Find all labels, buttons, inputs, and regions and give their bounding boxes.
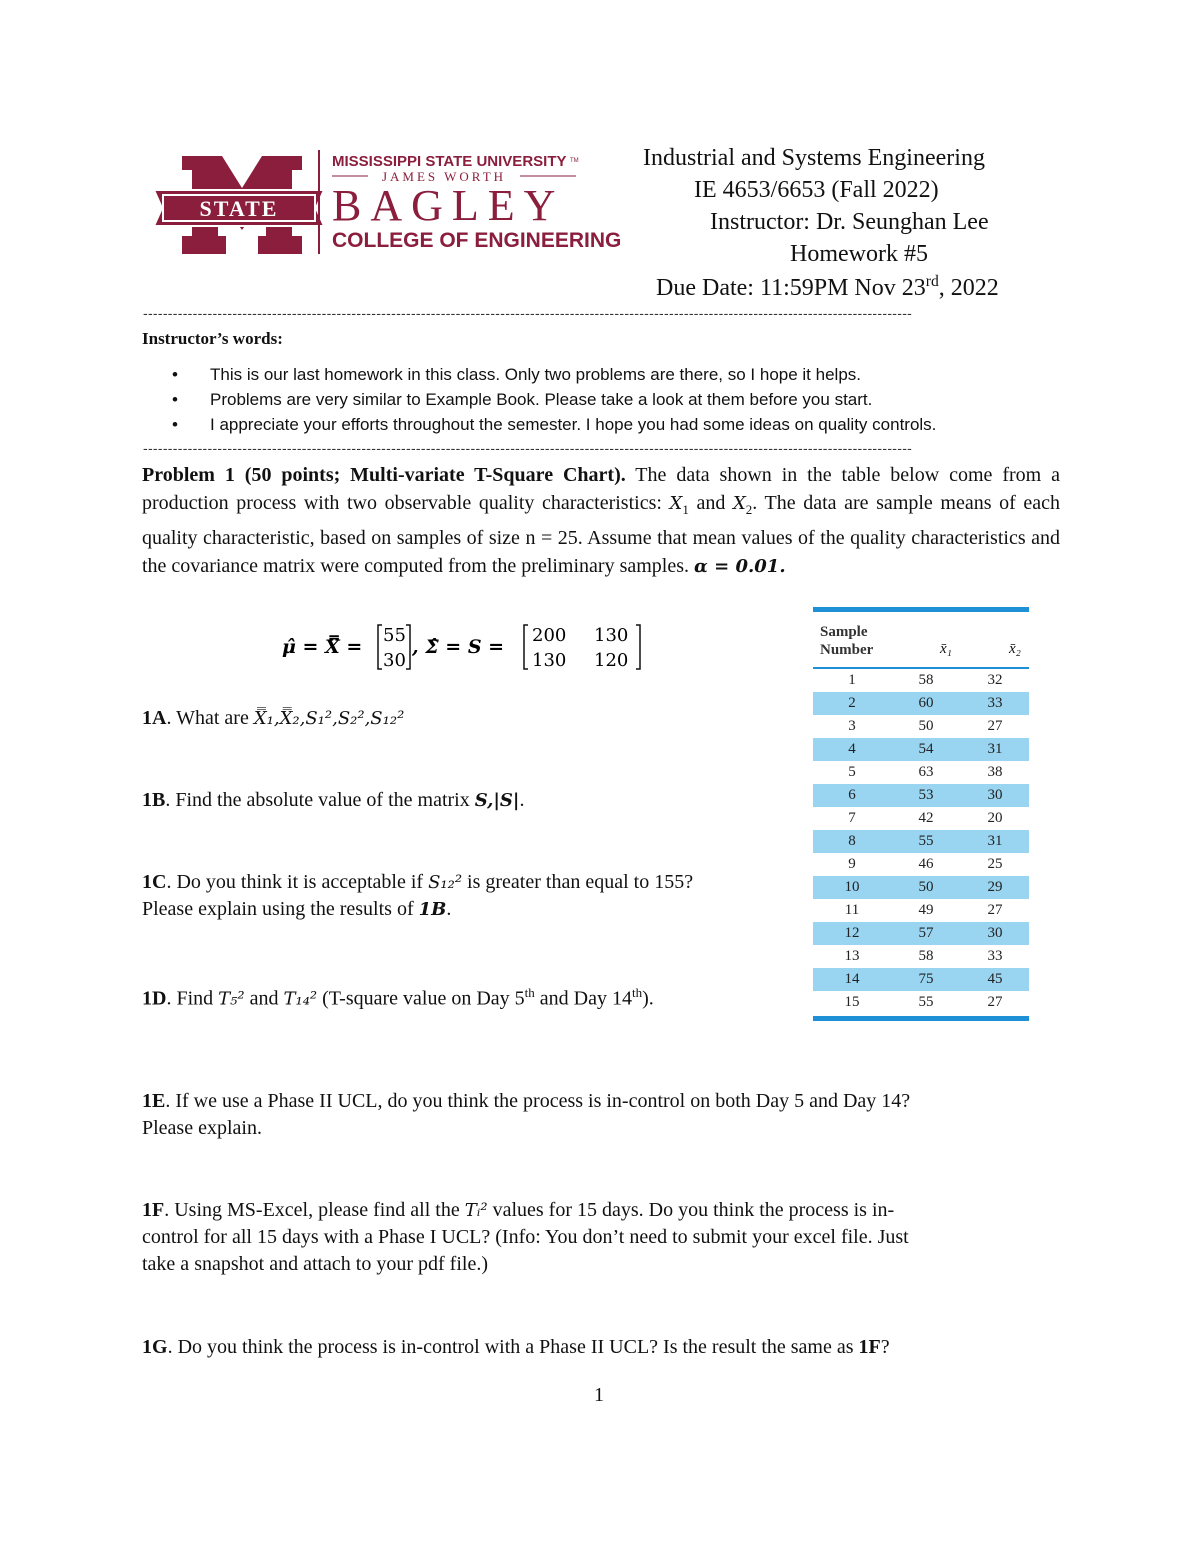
cov-11: 200 <box>532 625 567 646</box>
x2-cell: 30 <box>961 784 1029 807</box>
x1-cell: 58 <box>918 948 934 964</box>
x1-cell: 55 <box>891 830 961 853</box>
sample-number-cell: 12 <box>813 922 891 945</box>
logo-state-text: STATE <box>199 196 279 221</box>
x1-cell: 49 <box>918 902 934 918</box>
table-row <box>813 945 1029 968</box>
x1-cell: 75 <box>891 968 961 991</box>
x2-cell: 29 <box>961 876 1029 899</box>
question-1b: 1B. Find the absolute value of the matrix S,|S|. <box>142 789 525 811</box>
table-row <box>813 830 1029 853</box>
instructor-words-list <box>170 362 936 437</box>
header-number: Number <box>820 642 874 658</box>
table-row <box>813 876 1029 899</box>
header-sample: Sample <box>820 624 868 640</box>
x2-cell: 33 <box>987 948 1003 964</box>
x2-cell: 31 <box>961 830 1029 853</box>
sample-number-cell: 4 <box>813 738 891 761</box>
sample-number-cell: 11 <box>844 902 860 918</box>
problem-1-heading: Problem 1 (50 points; Multi-variate T-Square Chart). <box>142 464 626 486</box>
sample-number-cell: 3 <box>848 718 856 734</box>
table-row <box>813 738 1029 761</box>
table-row <box>813 784 1029 807</box>
table-row <box>813 991 1029 1014</box>
sample-number-cell: 1 <box>848 672 856 688</box>
table-row <box>813 692 1029 715</box>
header-x1: x̄₁ <box>940 641 952 657</box>
sample-number-cell: 8 <box>813 830 891 853</box>
parameter-equation <box>282 621 662 673</box>
page-number: 1 <box>594 1384 604 1406</box>
sigma-label: , Σ̂ = S = <box>412 636 505 658</box>
sample-number-cell: 2 <box>813 692 891 715</box>
cov-22: 120 <box>594 650 629 671</box>
x1-cell: 46 <box>918 856 934 872</box>
x2-cell: 25 <box>987 856 1003 872</box>
msu-bagley-logo <box>152 150 622 260</box>
header-x2: x̄₂ <box>1009 641 1021 657</box>
logo-tm-text: TM <box>570 158 579 164</box>
table-row <box>813 715 1029 738</box>
x1-cell: 57 <box>891 922 961 945</box>
x2-cell: 32 <box>987 672 1003 688</box>
x1-cell: 50 <box>891 876 961 899</box>
sample-number-cell: 6 <box>813 784 891 807</box>
sample-number-cell: 13 <box>844 948 860 964</box>
question-1f: 1F. Using MS-Excel, please find all the Tᵢ² values for 15 days. Do you think the process is in- control for all 15 days with a Phase I UCL? (Info: You don’t need to submit your excel file. Just take a snapshot and attach to your pdf file.) <box>142 1199 909 1275</box>
list-item: • Problems are very similar to Example Book. Please take a look at them before you start. <box>170 387 936 412</box>
table-row <box>813 761 1029 784</box>
sample-number-cell: 10 <box>813 876 891 899</box>
logo-bagley-text: BAGLEY <box>332 181 565 230</box>
mean-1: 55 <box>383 625 406 646</box>
table-row <box>813 922 1029 945</box>
x1-cell: 55 <box>918 994 934 1010</box>
x2-cell: 27 <box>987 994 1003 1010</box>
x1-cell: 54 <box>891 738 961 761</box>
question-1e: 1E. If we use a Phase II UCL, do you think the process is in-control on both Day 5 and Day 14? Please explain. <box>142 1090 911 1139</box>
sample-number-cell: 14 <box>813 968 891 991</box>
sample-number-cell: 7 <box>848 810 856 826</box>
logo-university-text: MISSISSIPPI STATE UNIVERSITY <box>332 153 567 170</box>
table-row <box>813 669 1029 692</box>
question-1a: 1A. What are X̿₁,X̿₂,S₁²,S₂²,S₁₂² <box>142 707 405 729</box>
problem-1-statement: Problem 1 (50 points; Multi-variate T-Square Chart). The data shown in the table below come from a production process with two observable quality characteristics: $X_1$ and $X_2$. The data are sample means of each quality characteristic, based on samples of size n = 25. Assume that mean values of the quality characteristics and the covariance matrix were computed from the preliminary samples. α = 0.01. <box>142 464 1060 577</box>
list-item: • I appreciate your efforts throughout the semester. I hope you had some ideas on quality controls. <box>170 412 936 437</box>
question-1g: 1G. Do you think the process is in-control with a Phase II UCL? Is the result the same as 1F? <box>142 1336 890 1358</box>
x2-cell: 27 <box>987 902 1003 918</box>
sample-number-cell: 5 <box>848 764 856 780</box>
homework-title: Homework #5 <box>790 241 928 267</box>
table-header <box>813 613 1029 668</box>
x1-cell: 63 <box>918 764 934 780</box>
x1-cell: 60 <box>891 692 961 715</box>
x2-cell: 27 <box>987 718 1003 734</box>
x2-cell: 20 <box>987 810 1003 826</box>
x2-cell: 33 <box>961 692 1029 715</box>
logo-james-worth-text: JAMES WORTH <box>381 169 507 184</box>
course-title: IE 4653/6653 (Fall 2022) <box>694 177 939 203</box>
separator-bottom: ----------------------------------------------------------------------------------------------------------------------------------------------------------- <box>143 440 913 456</box>
instructor-name: Instructor: Dr. Seunghan Lee <box>710 209 989 235</box>
department-title: Industrial and Systems Engineering <box>643 145 985 171</box>
x1-cell: 58 <box>918 672 934 688</box>
question-1c: 1C. Do you think it is acceptable if S₁₂² is greater than equal to 155? Please explain using the results of 1B. <box>142 871 694 920</box>
instructor-words-title: Instructor’s words: <box>142 329 283 348</box>
mu-hat-label: μ̂ = X̿ = <box>282 636 363 658</box>
due-date: Due Date: 11:59PM Nov 23rd, 2022 <box>656 273 999 301</box>
question-1d: 1D. Find T₅² and T₁₄² (T-square value on Day 5th and Day 14th). <box>142 985 654 1010</box>
list-item: • This is our last homework in this class. Only two problems are there, so I hope it helps. <box>170 362 936 387</box>
x1-cell: 53 <box>891 784 961 807</box>
separator-top: ----------------------------------------------------------------------------------------------------------------------------------------------------------- <box>143 305 913 321</box>
sample-number-cell: 15 <box>844 994 860 1010</box>
x1-cell: 42 <box>918 810 934 826</box>
x2-cell: 31 <box>961 738 1029 761</box>
mean-2: 30 <box>383 650 406 671</box>
x1-cell: 50 <box>918 718 934 734</box>
table-row <box>813 807 1029 830</box>
cov-21: 130 <box>532 650 567 671</box>
cov-12: 130 <box>594 625 629 646</box>
x2-cell: 30 <box>961 922 1029 945</box>
table-row <box>813 853 1029 876</box>
x2-cell: 38 <box>987 764 1003 780</box>
logo-college-text: COLLEGE OF ENGINEERING <box>332 229 622 252</box>
table-row <box>813 899 1029 922</box>
sample-data-table <box>813 669 1029 1014</box>
x2-cell: 45 <box>961 968 1029 991</box>
sample-number-cell: 9 <box>848 856 856 872</box>
table-bottom-bar <box>813 1016 1029 1021</box>
alpha-value: α = 0.01. <box>694 556 786 577</box>
table-top-bar <box>813 607 1029 612</box>
table-row <box>813 968 1029 991</box>
